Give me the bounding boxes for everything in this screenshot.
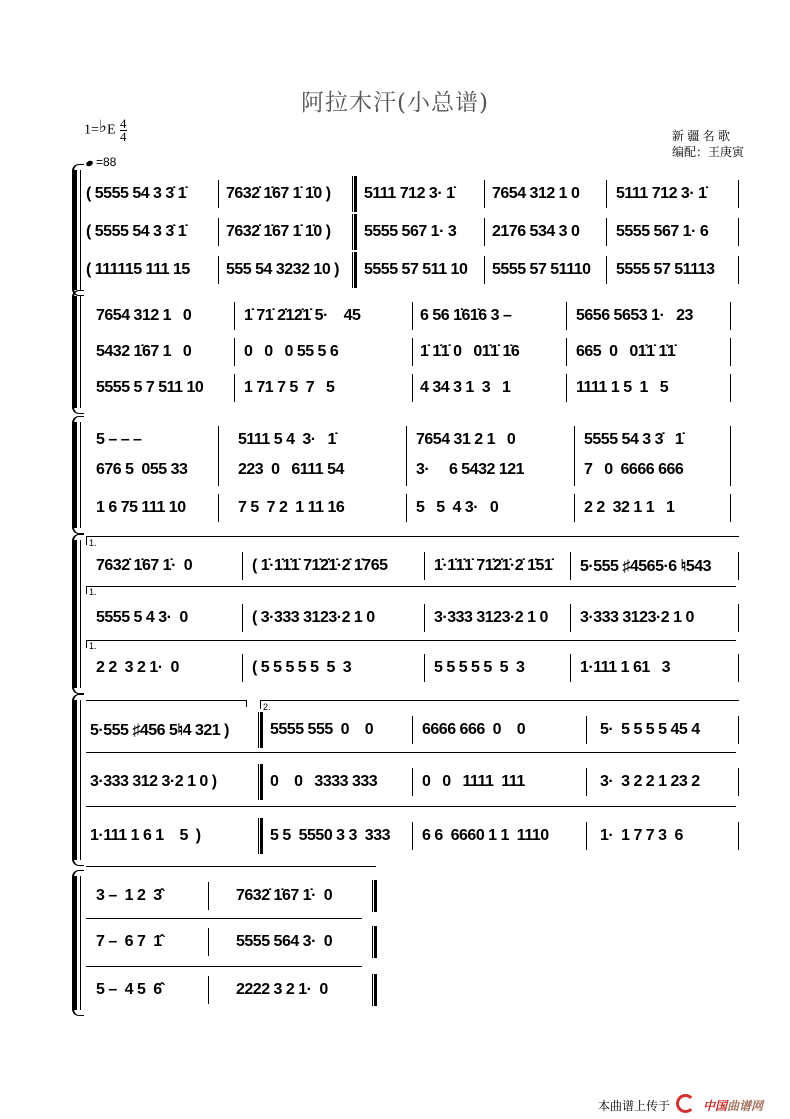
quarter-note-icon	[85, 160, 93, 167]
barline	[218, 218, 219, 246]
footer-watermark	[598, 1094, 763, 1114]
barline	[586, 768, 587, 796]
barline	[738, 552, 739, 580]
measure: 3· 6 5432 121	[416, 461, 525, 478]
system-line	[80, 876, 81, 1010]
measure: 5 – 4 5 6̂	[96, 981, 162, 998]
measure: 5555 555 0 0	[270, 721, 374, 738]
barline	[412, 302, 413, 330]
barline	[208, 976, 209, 1004]
measure: 1111 1 5 1 5	[576, 379, 669, 396]
repeat-start-barline	[352, 176, 357, 212]
measure: 7654 312 1 0	[96, 307, 192, 324]
staff-separator	[86, 586, 736, 587]
barline	[406, 494, 407, 522]
barline	[484, 256, 485, 284]
measure: 5 5 4 3· 0	[416, 499, 499, 516]
barline	[218, 180, 219, 208]
final-barline	[372, 880, 377, 912]
barline	[412, 822, 413, 850]
time-numerator: 4	[120, 116, 127, 131]
volta-1: 1.	[86, 586, 89, 594]
barline	[424, 552, 425, 580]
measure: 2 2 32 1 1 1	[584, 499, 675, 516]
measure: 3·333 3123·2 1 0	[434, 609, 548, 626]
system-bracket	[72, 700, 77, 860]
measure: ( 5 5 5 5 5 5 3	[252, 659, 352, 676]
system-line	[80, 700, 81, 860]
system-4	[72, 540, 742, 688]
barline	[484, 180, 485, 208]
barline	[570, 552, 571, 580]
measure: 7632̇ 1̇67 1̇· 0	[236, 887, 333, 904]
measure: 0 0 3333 333	[270, 773, 378, 790]
upload-text: 本曲谱上传于	[598, 1099, 671, 1113]
barline	[738, 822, 739, 850]
measure: 1·111 1 61 3	[580, 659, 670, 676]
measure: 1̇ 1̇1̇ 0 01̇1̇ 1̇6	[420, 343, 520, 360]
repeat-start-barline	[352, 252, 357, 288]
arranger: 编配：王庚寅	[672, 145, 745, 159]
measure: 1· 1 7 7 3 6	[600, 827, 683, 844]
barline	[208, 882, 209, 910]
barline	[242, 654, 243, 682]
barline	[412, 768, 413, 796]
measure: 7 0 6666 666	[584, 461, 684, 478]
measure: 2222 3 2 1· 0	[236, 981, 328, 998]
barline	[606, 256, 607, 284]
barline	[208, 928, 209, 956]
barline	[424, 604, 425, 632]
barline	[730, 494, 731, 522]
measure: ( 111115 111 15	[86, 261, 190, 278]
barline	[484, 218, 485, 246]
measure: 4 34 3 1 3 1	[420, 379, 511, 396]
measure: 5432 1̇67 1 0	[96, 343, 192, 360]
measure: 1̇·1̇1̇1̇ 71̇2̇1̇·2̇ 1̇51̇	[434, 557, 553, 574]
barline	[242, 552, 243, 580]
system-3	[72, 422, 742, 528]
barline	[406, 426, 407, 486]
brand-name-suffix: 曲谱网	[727, 1099, 764, 1113]
measure: 5·555 ♯456 5♮4 321 )	[90, 722, 229, 739]
measure: 7632̇ 1̇67 1̇ 1̇0 )	[226, 223, 331, 240]
credits	[672, 128, 744, 160]
system-bracket	[72, 540, 77, 688]
barline	[412, 716, 413, 744]
measure: 5 – – –	[96, 431, 142, 448]
measure: ( 5555 54 3 3̇ 1̇	[86, 223, 187, 240]
measure: 6 56 1̇61̇6 3 –	[420, 307, 512, 324]
measure: 7 – 6 7 1̂̇	[96, 933, 162, 950]
measure: 0 0 1111 111	[422, 773, 525, 790]
tempo-marking	[86, 155, 116, 169]
barline	[566, 374, 567, 402]
measure: 2 2 3 2 1· 0	[96, 659, 179, 676]
final-barline	[372, 926, 377, 958]
barline	[570, 604, 571, 632]
volta-1: 1.	[86, 536, 739, 545]
measure: 5555 57 511 10	[364, 261, 468, 278]
volta-2: 2.	[260, 700, 739, 709]
staff-separator	[86, 752, 736, 753]
measure: 5111 712 3· 1̇	[364, 185, 455, 202]
measure: 5555 564 3· 0	[236, 933, 333, 950]
measure: 5555 54 3 3̇ 1̇	[584, 431, 684, 448]
measure: 7 5 7 2 1 11 16	[238, 499, 345, 516]
measure: 5555 567 1· 3	[364, 223, 457, 240]
measure: 555 54 3232 10 )	[226, 261, 339, 278]
volta-1: 1.	[86, 640, 89, 648]
system-5	[72, 700, 742, 860]
barline	[738, 654, 739, 682]
measure: 3·333 312 3·2 1 0 )	[90, 773, 217, 790]
volta-1-end	[86, 700, 247, 707]
barline	[570, 654, 571, 682]
system-line	[80, 540, 81, 688]
system-bracket	[72, 876, 77, 1010]
barline	[234, 302, 235, 330]
measure: 6 6 6660 1 1 1110	[422, 827, 549, 844]
barline	[424, 654, 425, 682]
measure: 6666 666 0 0	[422, 721, 526, 738]
measure: 665 0 01̇1̇ 1̇1̇	[576, 343, 676, 360]
barline	[566, 338, 567, 366]
measure: 3· 3 2 2 1 23 2	[600, 773, 700, 790]
barline	[574, 426, 575, 486]
measure: 7632̇ 1̇67 1̇· 0	[96, 557, 193, 574]
time-signature	[120, 118, 127, 143]
system-line	[80, 170, 81, 290]
score-title: 阿拉木汗(小总谱)	[301, 90, 489, 116]
measure: 0 0 0 55 5 6	[244, 343, 339, 360]
barline	[730, 302, 731, 330]
barline	[574, 494, 575, 522]
time-denominator: 4	[120, 129, 127, 144]
system-2	[72, 296, 742, 408]
barline	[738, 716, 739, 744]
key-signature	[84, 118, 127, 143]
key-note: E	[106, 122, 116, 138]
staff-separator	[86, 866, 376, 867]
barline	[586, 716, 587, 744]
repeat-start-barline	[352, 214, 357, 250]
barline	[242, 604, 243, 632]
barline	[738, 604, 739, 632]
staff-separator	[86, 640, 736, 641]
measure: 5555 57 51110	[492, 261, 591, 278]
tempo-value: =88	[96, 155, 117, 169]
barline	[738, 256, 739, 284]
measure: 1̇ 71̇ 2̇12̇1̇ 5· 45	[244, 307, 361, 324]
measure: 5656 5653 1· 23	[576, 307, 693, 324]
measure: 3 – 1 2 3̂	[96, 887, 162, 904]
measure: 5555 5 4 3· 0	[96, 609, 188, 626]
measure: 676 5 055 33	[96, 461, 188, 478]
system-line	[80, 422, 81, 528]
barline	[566, 302, 567, 330]
site-logo-icon	[676, 1094, 695, 1113]
barline	[412, 374, 413, 402]
barline	[730, 374, 731, 402]
measure: 2176 534 3 0	[492, 223, 580, 240]
barline	[730, 338, 731, 366]
staff-separator	[86, 966, 362, 967]
repeat-end-barline	[258, 712, 263, 748]
barline	[234, 338, 235, 366]
measure: 5· 5 5 5 5 45 4	[600, 721, 700, 738]
measure: 223 0 6111 54	[238, 461, 344, 478]
measure: 7632̇ 1̇67 1̇ 1̇0 )	[226, 185, 331, 202]
barline	[218, 426, 219, 486]
system-bracket	[72, 296, 77, 408]
system-bracket	[72, 170, 77, 290]
repeat-end-barline	[258, 818, 263, 854]
measure: 5555 5 7 511 10	[96, 379, 204, 396]
barline	[586, 822, 587, 850]
song-origin: 新 疆 名 歌	[672, 129, 731, 143]
measure: ( 1̇·1̇1̇1̇ 71̇2̇1̇·2̇ 1̇765	[252, 557, 388, 574]
measure: ( 3·333 3123·2 1 0	[252, 609, 375, 626]
measure: 5111 712 3· 1̇	[616, 185, 707, 202]
barline	[218, 494, 219, 522]
final-barline	[372, 974, 377, 1006]
barline	[218, 256, 219, 284]
measure: 7654 312 1 0	[492, 185, 580, 202]
measure: 1 71 7 5 7 5	[244, 379, 335, 396]
repeat-end-barline	[258, 764, 263, 800]
system-line	[80, 296, 81, 408]
barline	[606, 180, 607, 208]
measure: 1·111 1 6 1 5 )	[90, 827, 201, 844]
measure: 3·333 3123·2 1 0	[580, 609, 694, 626]
barline	[738, 768, 739, 796]
staff-separator	[86, 918, 362, 919]
barline	[234, 374, 235, 402]
measure: 5555 57 51113	[616, 261, 715, 278]
barline	[412, 338, 413, 366]
system-1	[72, 170, 742, 290]
system-6	[72, 876, 392, 1010]
measure: 5555 567 1· 6	[616, 223, 709, 240]
measure: 5 5 5 5 5 5 3	[434, 659, 525, 676]
barline	[738, 180, 739, 208]
flat-icon: ♭	[98, 116, 107, 136]
staff-separator	[86, 806, 736, 807]
system-bracket	[72, 422, 77, 528]
measure: 5·555 ♯4565·6 ♮543	[580, 558, 712, 575]
measure: ( 5555 54 3 3̇ 1̇	[86, 185, 187, 202]
key-prefix: 1=	[84, 122, 99, 138]
barline	[730, 426, 731, 486]
barline	[606, 218, 607, 246]
barline	[738, 218, 739, 246]
measure: 7654 31 2 1 0	[416, 431, 516, 448]
measure: 5111 5 4 3· 1̇	[238, 431, 336, 448]
brand-name: 中国	[703, 1099, 728, 1113]
measure: 5 5 5550 3 3 333	[270, 827, 390, 844]
measure: 1 6 75 111 10	[96, 499, 186, 516]
